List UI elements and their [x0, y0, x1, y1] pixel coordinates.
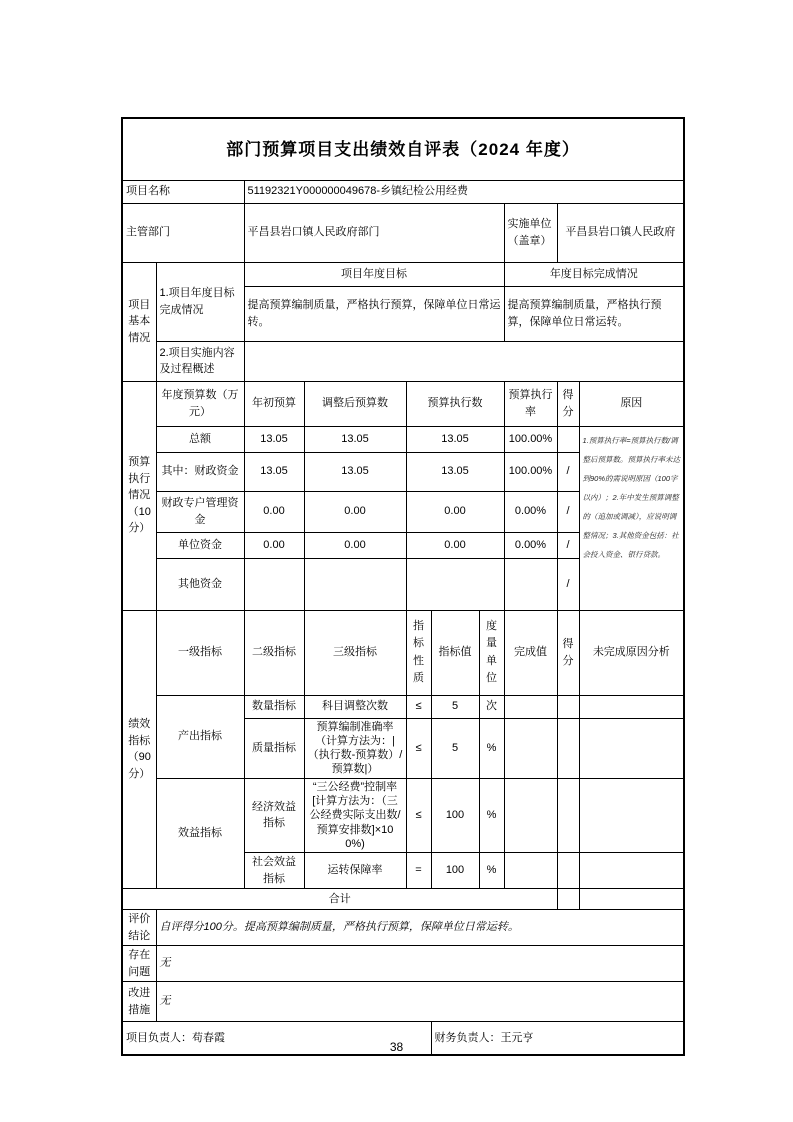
implementation-content: [244, 341, 684, 381]
perf-level1: 效益指标: [156, 778, 244, 888]
budget-executed: [406, 558, 504, 610]
budget-col-initial: 年初预算: [244, 381, 304, 426]
implementation-row-label: 2.项目实施内容及过程概述: [156, 341, 244, 381]
budget-score: /: [557, 491, 579, 532]
budget-initial: 0.00: [244, 491, 304, 532]
budget-section-label: 预算执行情况（10分）: [122, 381, 156, 610]
budget-row-label: 其他资金: [156, 558, 244, 610]
budget-executed: 0.00: [406, 491, 504, 532]
perf-level1: 产出指标: [156, 695, 244, 778]
dept-value: 平昌县岩口镇人民政府部门: [244, 203, 504, 262]
perf-level3: “三公经费”控制率[计算方法为：（三公经费实际支出数/预算安排数]×100%): [304, 778, 406, 852]
budget-row-label: 单位资金: [156, 532, 244, 558]
perf-target: 5: [431, 695, 479, 718]
budget-col-rate: 预算执行率: [504, 381, 557, 426]
budget-score: [557, 426, 579, 452]
perf-col-level2: 二级指标: [244, 610, 304, 695]
perf-col-completion: 完成值: [504, 610, 557, 695]
budget-row-label: 其中：财政资金: [156, 452, 244, 491]
perf-score: [557, 695, 579, 718]
perf-level2: 质量指标: [244, 718, 304, 778]
perf-col-level3: 三级指标: [304, 610, 406, 695]
budget-score: /: [557, 532, 579, 558]
budget-rate: 0.00%: [504, 532, 557, 558]
perf-unit: %: [479, 853, 504, 889]
dept-label: 主管部门: [122, 203, 244, 262]
perf-nature: ≤: [406, 718, 431, 778]
annual-goal-text: 提高预算编制质量，严格执行预算，保障单位日常运转。: [244, 286, 504, 341]
budget-reason-note: 1.预算执行率=预算执行数/调整后预算数。预算执行率未达到90%的需说明原因（100字以内）；2.年中发生预算调整的（追加或调减），应说明调整情况；3.其他资金包括：社会投入资金、银行贷款。: [579, 426, 684, 610]
budget-rate: 100.00%: [504, 452, 557, 491]
perf-total-analysis: [579, 889, 684, 910]
perf-analysis: [579, 695, 684, 718]
improvements-text: 无: [156, 982, 684, 1022]
goal-completion-text: 提高预算编制质量，严格执行预算，保障单位日常运转。: [504, 286, 684, 341]
perf-completion: [504, 695, 557, 718]
budget-col-executed: 预算执行数: [406, 381, 504, 426]
perf-score: [557, 853, 579, 889]
budget-rate: [504, 558, 557, 610]
performance-section-label: 绩效指标（90分）: [122, 610, 156, 889]
perf-score: [557, 778, 579, 852]
project-name-value: 51192321Y000000049678-乡镇纪检公用经费: [244, 180, 684, 203]
budget-executed: 13.05: [406, 426, 504, 452]
perf-level2: 经济效益指标: [244, 778, 304, 852]
budget-initial: 0.00: [244, 532, 304, 558]
table-row: [122, 695, 684, 718]
basic-info-section-label: 项目基本情况: [122, 262, 156, 381]
evaluation-form-sheet: [121, 117, 685, 1056]
conclusion-label: 评价结论: [122, 910, 156, 946]
budget-adjusted: 0.00: [304, 491, 406, 532]
budget-row-label: 总额: [156, 426, 244, 452]
perf-col-target: 指标值: [431, 610, 479, 695]
perf-col-score: 得分: [557, 610, 579, 695]
conclusion-text: 自评得分100分。提高预算编制质量，严格执行预算，保障单位日常运转。: [156, 910, 684, 946]
perf-target: 100: [431, 853, 479, 889]
budget-rate: 100.00%: [504, 426, 557, 452]
perf-level3: 科目调整次数: [304, 695, 406, 718]
table-row: [122, 778, 684, 852]
budget-adjusted: 13.05: [304, 452, 406, 491]
improvements-label: 改进措施: [122, 982, 156, 1022]
budget-executed: 0.00: [406, 532, 504, 558]
budget-col-score: 得分: [557, 381, 579, 426]
impl-unit-label: 实施单位（盖章）: [504, 203, 557, 262]
perf-target: 5: [431, 718, 479, 778]
perf-level2: 数量指标: [244, 695, 304, 718]
perf-total-score: [557, 889, 579, 910]
budget-adjusted: 13.05: [304, 426, 406, 452]
perf-completion: [504, 853, 557, 889]
budget-col-reason: 原因: [579, 381, 684, 426]
budget-adjusted: 0.00: [304, 532, 406, 558]
budget-row-label: 财政专户管理资金: [156, 491, 244, 532]
annual-goal-header: 项目年度目标: [244, 262, 504, 286]
perf-nature: ≤: [406, 695, 431, 718]
perf-target: 100: [431, 778, 479, 852]
evaluation-table: [121, 117, 685, 1056]
project-manager: 项目负责人：苟春霞: [122, 1022, 431, 1055]
perf-level3: 运转保障率: [304, 853, 406, 889]
budget-col-annual: 年度预算数（万元）: [156, 381, 244, 426]
budget-initial: 13.05: [244, 452, 304, 491]
perf-score: [557, 718, 579, 778]
perf-nature: ≤: [406, 778, 431, 852]
perf-col-unit: 度量单位: [479, 610, 504, 695]
budget-score: /: [557, 452, 579, 491]
budget-adjusted: [304, 558, 406, 610]
annual-goal-row-label: 1.项目年度目标完成情况: [156, 262, 244, 341]
page-number: 38: [389, 1040, 404, 1054]
perf-analysis: [579, 718, 684, 778]
problems-text: 无: [156, 946, 684, 982]
budget-score: /: [557, 558, 579, 610]
budget-initial: [244, 558, 304, 610]
perf-col-level1: 一级指标: [156, 610, 244, 695]
perf-analysis: [579, 778, 684, 852]
perf-completion: [504, 718, 557, 778]
perf-unit: 次: [479, 695, 504, 718]
perf-nature: =: [406, 853, 431, 889]
perf-total-label: 合计: [122, 889, 557, 910]
budget-initial: 13.05: [244, 426, 304, 452]
goal-completion-header: 年度目标完成情况: [504, 262, 684, 286]
budget-rate: 0.00%: [504, 491, 557, 532]
perf-analysis: [579, 853, 684, 889]
perf-level2: 社会效益指标: [244, 853, 304, 889]
impl-unit-value: 平昌县岩口镇人民政府: [557, 203, 684, 262]
table-row: [122, 426, 684, 452]
perf-completion: [504, 778, 557, 852]
perf-col-nature: 指标性质: [406, 610, 431, 695]
budget-executed: 13.05: [406, 452, 504, 491]
form-title: 部门预算项目支出绩效自评表（2024 年度）: [122, 118, 684, 180]
perf-unit: %: [479, 718, 504, 778]
perf-level3: 预算编制准确率（计算方法为：|（执行数-预算数）/预算数|）: [304, 718, 406, 778]
problems-label: 存在问题: [122, 946, 156, 982]
perf-col-analysis: 未完成原因分析: [579, 610, 684, 695]
budget-col-adjusted: 调整后预算数: [304, 381, 406, 426]
finance-manager: 财务负责人：王元亨: [431, 1022, 684, 1055]
perf-unit: %: [479, 778, 504, 852]
project-name-label: 项目名称: [122, 180, 244, 203]
